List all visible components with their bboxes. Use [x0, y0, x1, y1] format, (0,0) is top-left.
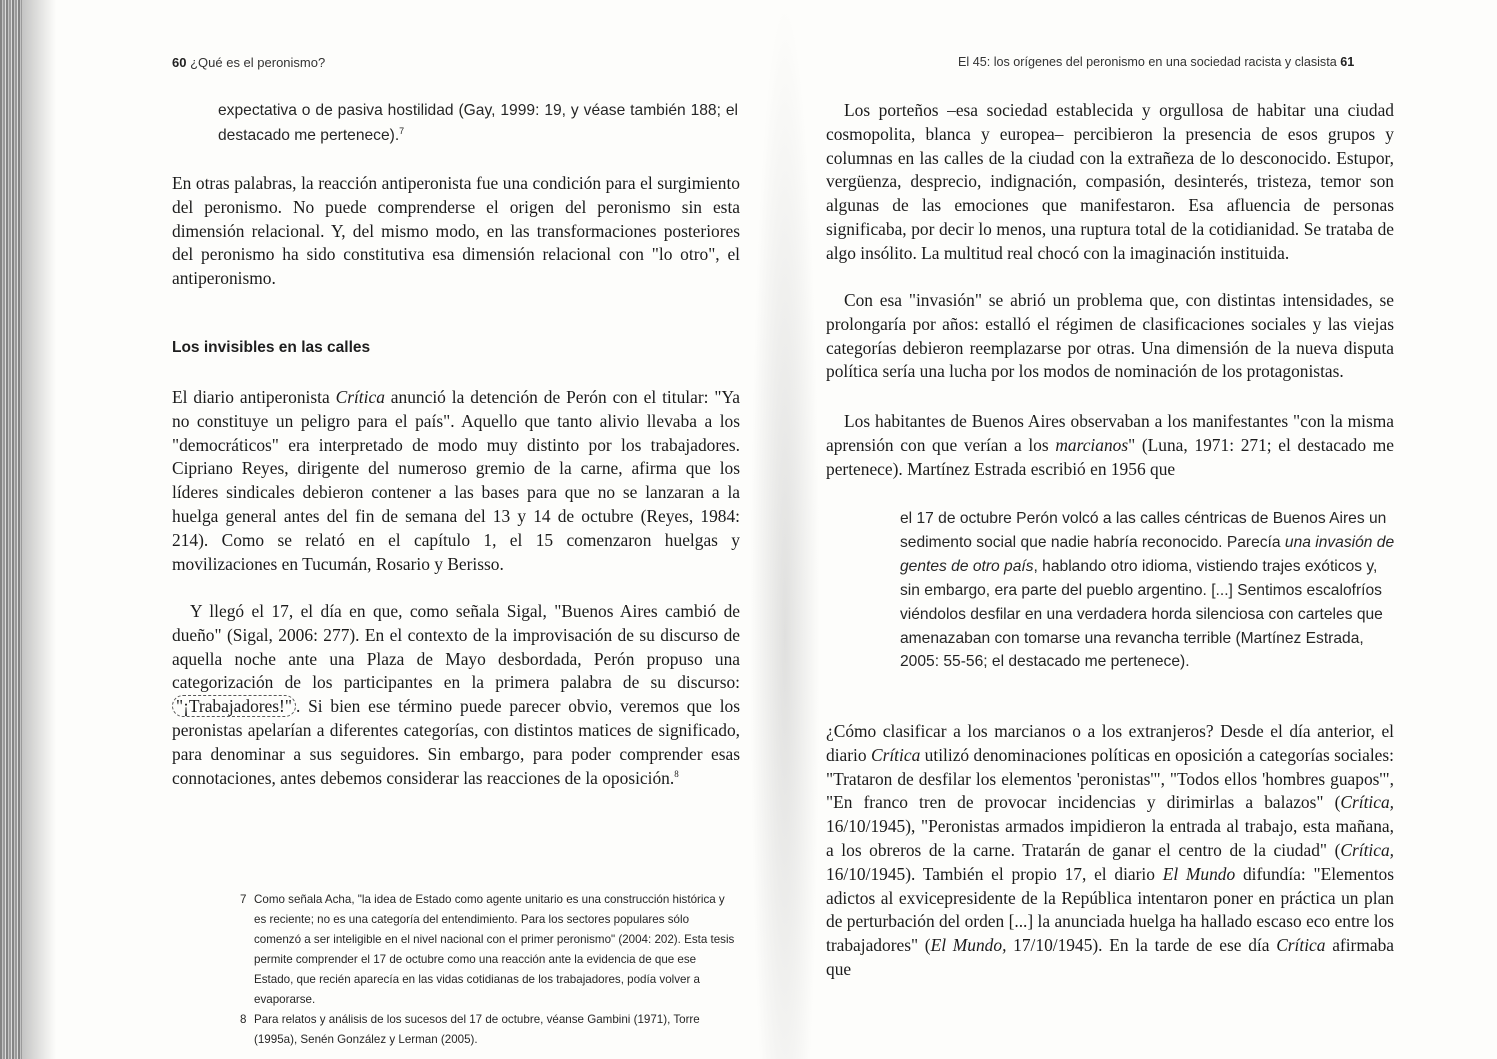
right-paragraph-1: Los porteños –esa sociedad establecida y orgullosa de habitar una ciudad cosmopolita, blanca y europea– percibieron la presencia de esos grupos y columnas en las calles de la ciudad con la extrañeza de lo desconocido. Estupor, vergüenza, desprecio, indignación, compasión, desinterés, tristeza, temor son algunas de las emociones que manifestaron. Esa afluencia de personas significaba, por decir lo menos, una ruptura total de la cotidianidad. Se trataba de algo insólito. La multitud real chocó con la imaginación instituida. [826, 100, 1394, 263]
left-paragraph-1: En otras palabras, la reacción antiperonista fue una condición para el surgimiento del peronismo. No puede comprenderse el origen del peronismo sin esta dimensión relacional. Y, del mismo modo, en las transformaciones posteriores del peronismo ha sido constitutiva esa dimensión relacional con "lo otro", el antiperonismo. [172, 173, 740, 289]
quote-continuation: expectativa o de pasiva hostilidad (Gay, 1999: 19, y véase también 188; el destacado me pertenece).$^7$ [218, 102, 738, 144]
right-running-title: El 45: los orígenes del peronismo en una sociedad racista y clasista [958, 55, 1337, 69]
footnote-7: 7 Como señala Acha, "la idea de Estado como agente unitario es una construcción histórica y es reciente; no es una categoría del entendimiento. Para los sectores populares sólo comenzó a ser inteligible en el nivel nacional con el primer peronismo" (2004: 202). Esta tesis permite comprender el 17 de octubre como una reacción ante la evidencia de que ese Estado, que recién aparecía en las vidas cotidianas de los trabajadores, podía volver a evaporarse. [240, 893, 735, 1006]
center-gutter [750, 0, 820, 1059]
footnote-ref-7: 7 [399, 125, 405, 136]
spine-fade [22, 0, 56, 1059]
right-page-number: 61 [1340, 55, 1355, 69]
footnote-8: 8 Para relatos y análisis de los sucesos del 17 de octubre, véanse Gambini (1971), Torre (1995a), Senén González y Lerman (2005). [240, 1013, 700, 1046]
footnotes [240, 890, 738, 1050]
block-quote: el 17 de octubre Perón volcó a las calles céntricas de Buenos Aires un sedimento social que nadie habría reconocido. Parecía una invasión de gentes de otro país, hablando otro idioma, vistiendo trajes exóticos y, sin embargo, era parte del pueblo argentino. [...] Sentimos escalofríos viéndolos desfilar en una verdadera horda silenciosa con carteles que amenazaban con tomarse una revancha terrible (Martínez Estrada, 2005: 55-56; el destacado me pertenece). [900, 510, 1395, 671]
circled-word-annotation: "¡Trabajadores!" [172, 695, 296, 717]
right-running-head [958, 55, 1354, 69]
left-running-head [172, 55, 325, 70]
section-heading: Los invisibles en las calles [172, 339, 371, 356]
left-page-number: 60 [172, 55, 187, 70]
left-paragraph-3: Y llegó el 17, el día en que, como señala Sigal, "Buenos Aires cambió de dueño" (Sigal, 2006: 277). En el contexto de la improvisación de su discurso de aquella noche ante una Plaza de Mayo desbordada, Perón propuso una categorización de los participantes en la primera palabra de su discurso: "¡Trabajadores!" . Si bien ese término puede parecer obvio, veremos que los peronistas apelarían a diferentes categorías, con distintos matices de significado, para denominar a sus seguidores. Sin embargo, para poder comprender esas connotaciones, antes debemos considerar las reacciones de la oposición.$^8$ [172, 601, 740, 788]
footnote-ref-8: 8 [674, 768, 679, 779]
right-paragraph-3: Los habitantes de Buenos Aires observaban a los manifestantes "con la misma aprensión con que verían a los marcianos" (Luna, 1971: 271; el destacado me pertenece). Martínez Estrada escribió en 1956 que [826, 411, 1394, 479]
book-spine-shadow [0, 0, 22, 1059]
right-paragraph-2: Con esa "invasión" se abrió un problema que, con distintas intensidades, se prolongaría por años: estalló el régimen de clasificaciones sociales y las viejas categorías debieron reemplazarse por otras. Una dimensión de la nueva disputa política sería una lucha por los modos de nominación de los protagonistas. [826, 290, 1394, 382]
left-paragraph-2: El diario antiperonista Crítica anunció la detención de Perón con el titular: "Ya no constituye un peligro para el país". Aquello que tanto alivio llevaba a los "democráticos" era interpretado de modo muy distinto por los trabajadores. Cipriano Reyes, dirigente del numeroso gremio de la carne, afirma que los líderes sindicales debieron contener a las bases para que no se lanzaran a la huelga general antes del fin de semana del 13 y 14 de octubre (Reyes, 1984: 214). Como se relató en el capítulo 1, el 15 comenzaron huelgas y movilizaciones en Tucumán, Rosario y Berisso. [172, 387, 740, 574]
left-running-title: ¿Qué es el peronismo? [190, 55, 326, 70]
right-paragraph-4: ¿Cómo clasificar a los marcianos o a los extranjeros? Desde el día anterior, el diario Crítica utilizó denominaciones políticas en oposición a categorías sociales: "Trataron de desfilar los elementos 'peronistas'", "Todos ellos 'hombres guapos'", "En franco tren de provocar incidencias y dirimirlas a balazos" (Crítica, 16/10/1945), "Peronistas armados impidieron la entrada al trabajo, esta mañana, a los obreros de la carne. Tratarán de ganar el centro de la ciudad" (Crítica, 16/10/1945). También el propio 17, el diario El Mundo difundía: "Elementos adictos al exvicepresidente de la República intentaron poner en práctica un plan de perturbación del orden [...] la anunciada huelga ha hallado escaso eco entre los trabajadores" (El Mundo, 17/10/1945). En la tarde de ese día Crítica afirmaba que [826, 721, 1394, 979]
